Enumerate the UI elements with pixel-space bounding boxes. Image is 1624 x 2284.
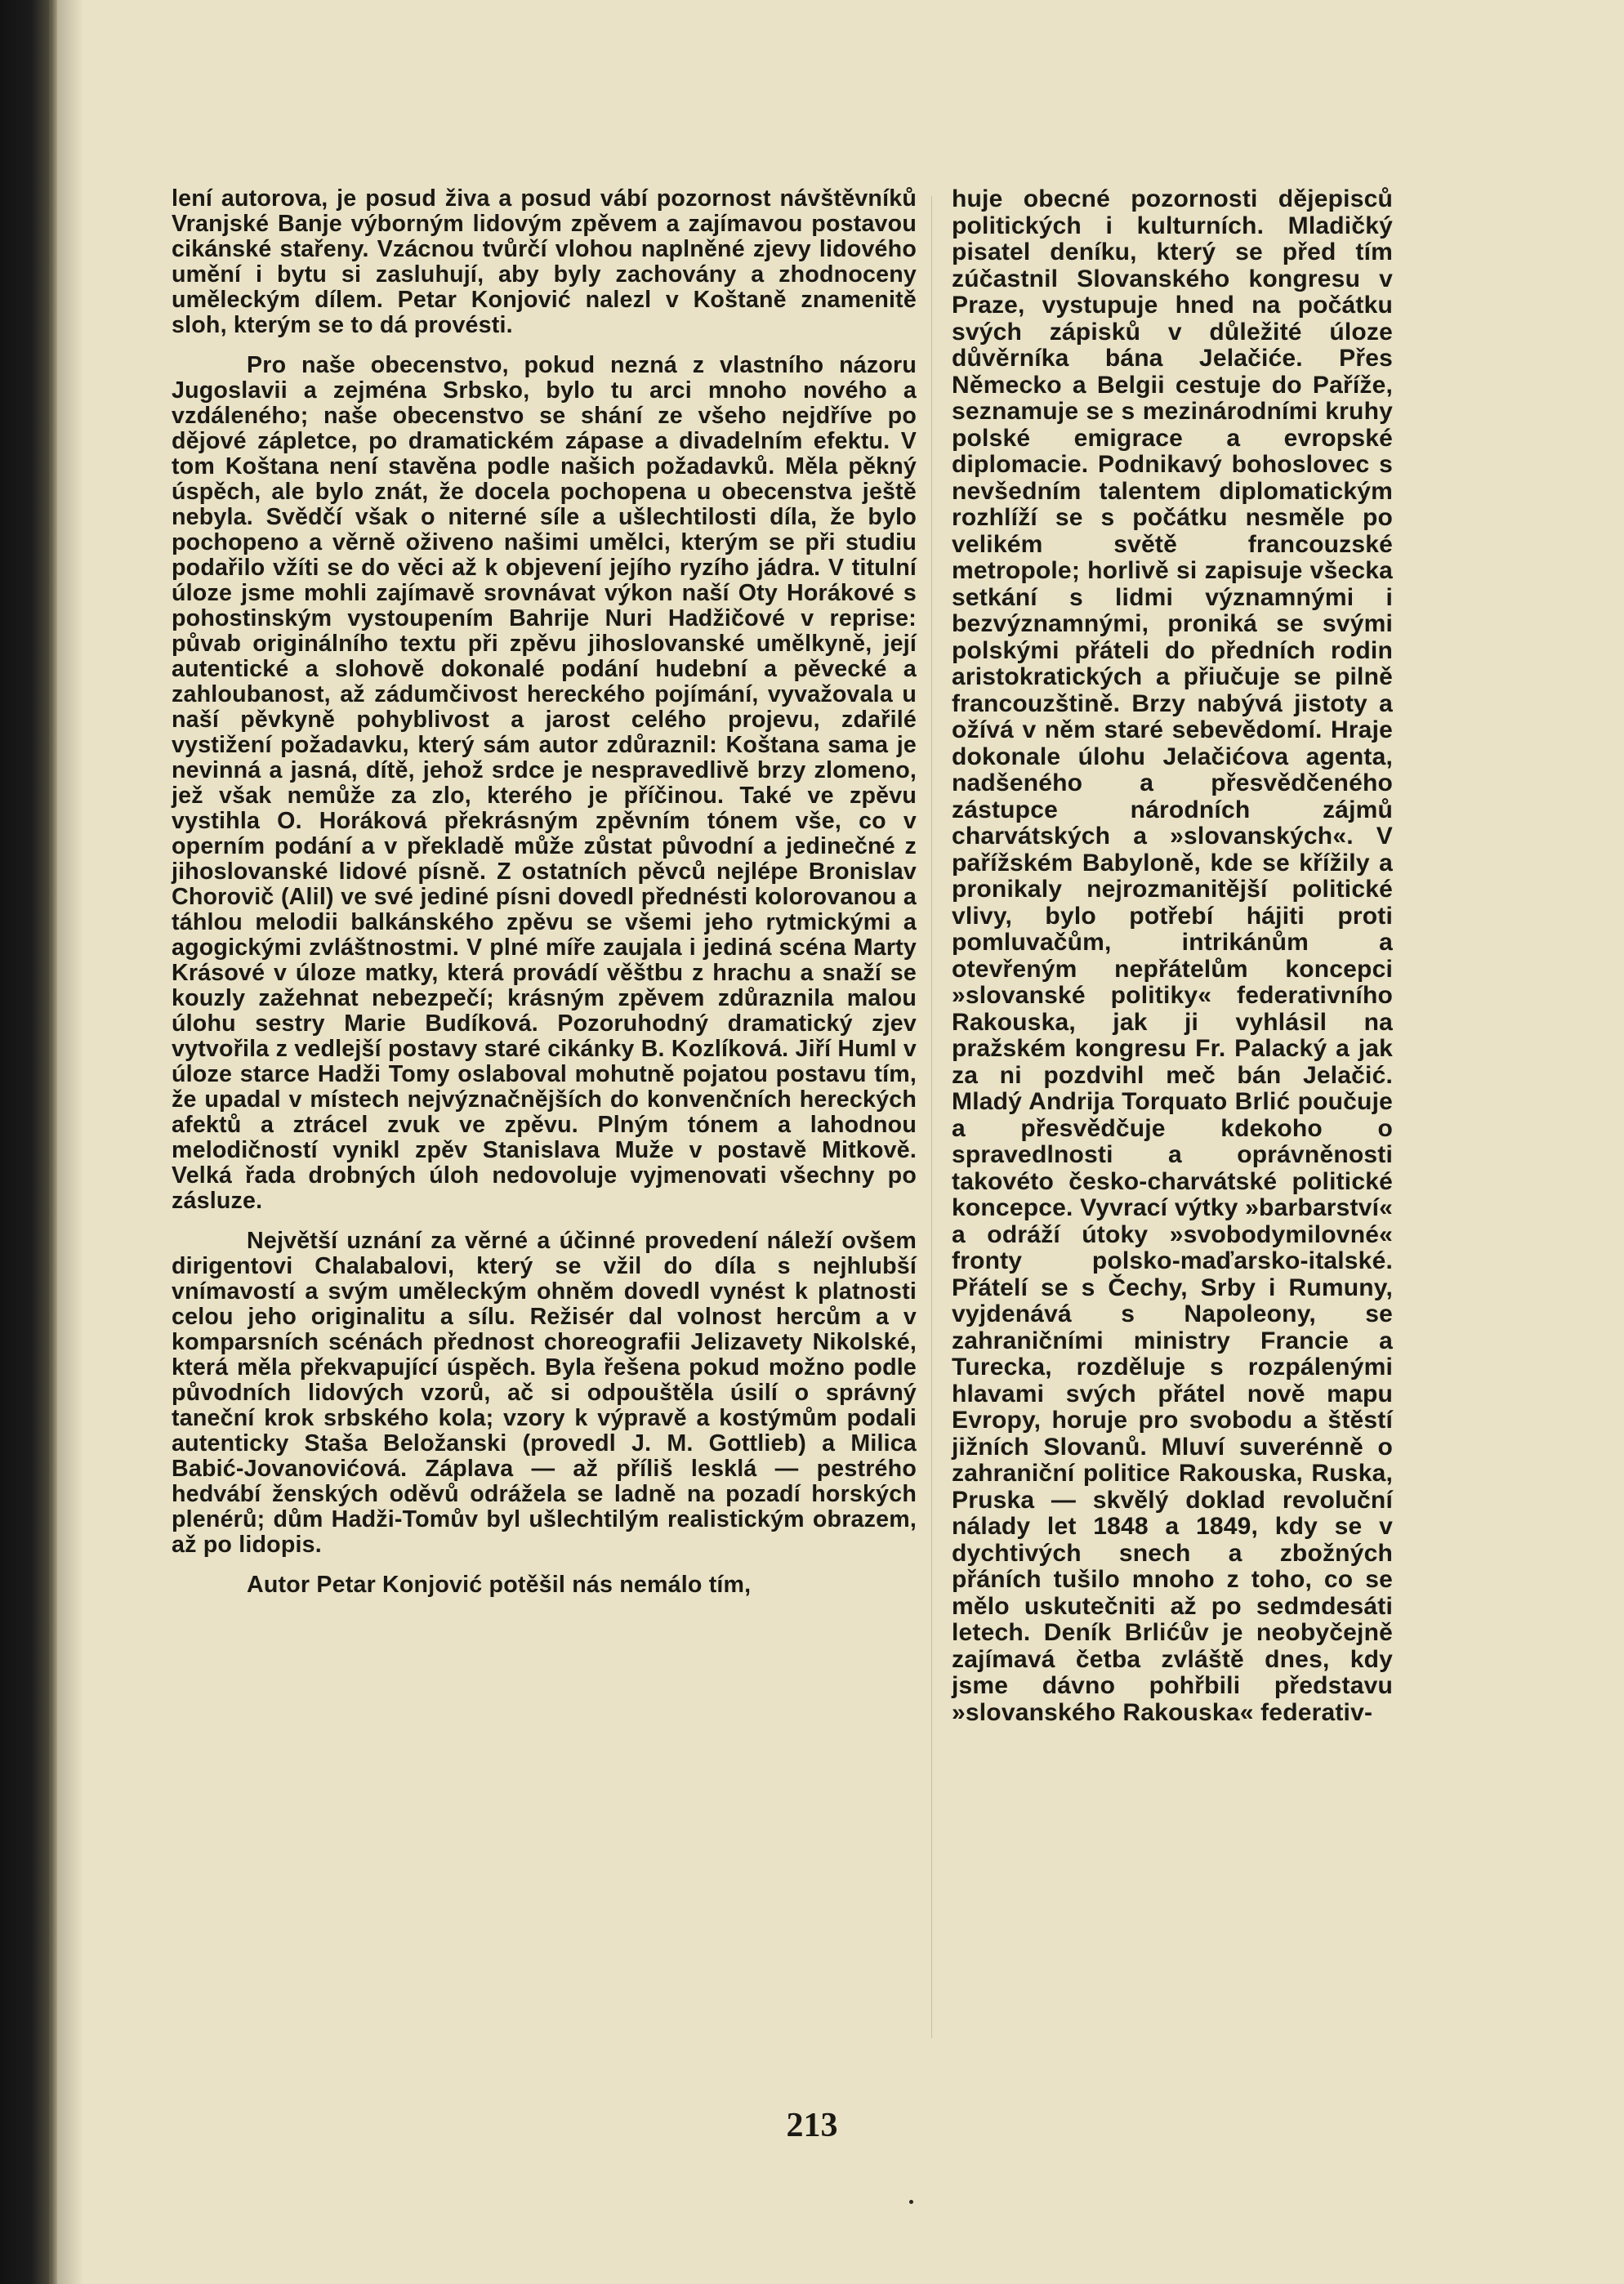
book-binding-edge — [0, 0, 57, 2284]
left-paragraph-4: Autor Petar Konjović potěšil nás nemálo tím, — [247, 1572, 752, 1598]
left-text-column — [172, 186, 917, 1613]
left-paragraph-1: lení autorova, je posud živa a posud vábí pozornost návštěvníků Vranjské Banje výborným lidovým zpěvem a zajímavou postavou cikánské stařeny. Vzácnou tvůrčí vlohou naplněné zjevy lidového umění i bytu si zasluhují, aby byly zachovány a zhodnoceny uměleckým dílem. Petar Konjović nalezl v Koštaně znamenitě sloh, kterým se to dá provésti. — [172, 185, 917, 338]
left-paragraph-3: Největší uznání za věrné a účinné provedení náleží ovšem dirigentovi Chalabalovi, který se vžil do díla s nejhlubší vnímavostí a svým uměleckým ohněm dovedl vynést k platnosti celou jeho originalitu a sílu. Režisér dal volnost hercům a v komparsních scénách přednost choreografii Jelizavety Nikolské, která měla překvapující úspěch. Byla řešena pokud možno podle původních lidových vzorů, ač si odpouštěla úsilí o správný taneční krok srbského kola; vzory k výpravě a kostýmům podali autenticky Staša Beložanski (provedl J. M. Gottlieb) a Milica Babić-Jovanovićová. Záplava — až příliš lesklá — pestrého hedvábí ženských oděvů odrážela se ladně na pozadí horských plenérů; dům Hadži-Tomův byl ušlechtilým realistickým obrazem, až po lidopis. — [172, 1228, 917, 1558]
left-paragraph-2: Pro naše obecenstvo, pokud nezná z vlastního názoru Jugoslavii a zejména Srbsko, bylo tu arci mnoho nového a vzdáleného; naše obecenstvo se shání ze všeho nejdříve po dějové zápletce, po dramatickém zápase a divadelním efektu. V tom Koštana není stavěna podle našich požadavků. Měla pěkný úspěch, ale bylo znát, že docela pochopena u obecenstva ještě nebyla. Svědčí však o niterné síle a ušlechtilosti díla, že bylo pochopeno a věrně oživeno našimi umělci, kterým se při studiu podařilo vžíti se do věci až k objevení jejího ryzího jádra. V titulní úloze jsme mohli zajímavě srovnávat výkon naší Oty Horákové s pohostinským vystoupením Bahrije Nuri Hadžičové v reprise: půvab originálního textu při zpěvu jihoslovanské umělkyně, její autentické a slohově dokonalé podání hudební a pěvecké a zahloubanost, až zádumčivost hereckého pojímání, vyvažovala u naší pěvkyně pohyblivost a jarost celého projevu, zdařilé vystižení požadavku, který sám autor zdůraznil: Koštana sama je nevinná a jasná, dítě, jehož srdce je nespravedlivě brzy zlomeno, jež však nemůže za zlo, kterého je příčinou. Také ve zpěvu vystihla O. Horáková překrásným zpěvním tónem vše, co v operním podání a v překladě může zůstat původní a jedinečné z jihoslovanské lidové písně. Z ostatních pěvců nejlépe Bronislav Chorovič (Alil) ve své jediné písni dovedl přednésti kolorovanou a táhlou melodii balkánského zpěvu se všemi jeho rytmickými a agogickými zvláštnostmi. V plné míře zaujala i jediná scéna Marty Krásové v úloze matky, která provádí věštbu z hrachu a snaží se kouzly zažehnat nebezpečí; krásným zpěvem zdůraznila malou úlohu sestry Marie Budíková. Pozoruhodný dramatický zjev vytvořila z vedlejší postavy staré cikánky B. Kozlíková. Jiří Huml v úloze starce Hadži Tomy oslaboval mohutně pojatou postavu tím, že upadal v místech nejvýznačnějších do konvenčních hereckých afektů a ztrácel zvuk ve zpěvu. Plným tónem a lahodnou melodičností vynikl zpěv Stanislava Muže v postavě Mitkově. Velká řada drobných úloh nedovoluje vyjmenovati všechny po zásluze. — [172, 352, 917, 1214]
right-paragraph: huje obecné pozornosti dějepisců politických i kulturních. Mladičký pisatel deníku, který se před tím zúčastnil Slovanského kongresu v Praze, vystupuje hned na počátku svých zápisků v důležité úloze důvěrníka bána Jelačiće. Přes Německo a Belgii cestuje do Paříže, seznamuje se s mezinárodními kruhy polské emigrace a evropské diplomacie. Podnikavý bohoslovec s nevšedním talentem diplomatickým rozhlíží se s počátku nesměle po velikém světě francouzské metropole; horlivě si zapisuje všecka setkání s lidmi významnými i bezvýznamnými, proniká se svými polskými přáteli do předních rodin aristokratických a přiučuje se pilně francouzštině. Brzy nabývá jistoty a ožívá v něm staré sebevědomí. Hraje dokonale úlohu Jelačićova agenta, nadšeného a přesvědčeného zástupce národních zájmů charvátských a »slovanských«. V pařížském Babyloně, kde se křížily a pronikaly nejrozmanitější politické vlivy, bylo potřebí hájiti proti pomluvačům, intrikánům a otevřeným nepřátelům koncepci »slovanské politiky« federativního Rakouska, jak ji vyhlásil na pražském kongresu Fr. Palacký a jak za ni pozdvihl meč bán Jelačić. Mladý Andrija Torquato Brlić poučuje a přesvědčuje kdekoho o spravedlnosti a oprávněnosti takovéto česko-charvátské politické koncepce. Vyvrací výtky »barbarství« a odráží útoky »svobodymilovné« fronty polsko-maďarsko-italské. Přátelí se s Čechy, Srby i Rumuny, vyjdenává s Napoleony, se zahraničními ministry Francie a Turecka, rozděluje s rozpálenými hlavami svých přátel nově mapu Evropy, horuje pro svobodu a štěstí jižních Slovanů. Mluví suverénně o zahraniční politice Rakouska, Ruska, Pruska — skvělý doklad revoluční nálady let 1848 a 1849, kdy se v dychtivých snech a zbožných přáních tušilo mnoho z toho, co se mělo uskutečniti až po sedmdesáti letech. Deník Brlićův je neobyčejně zajímavá četba zvláště dnes, kdy jsme dávno pohřbili představu »slovanského Rakouska« federativ- — [952, 185, 1393, 1726]
column-gap — [931, 196, 932, 2038]
page-number: 213 — [786, 2107, 838, 2144]
print-speck — [909, 2200, 913, 2204]
gutter-shadow — [51, 0, 83, 2284]
right-text-column — [952, 186, 1393, 1726]
